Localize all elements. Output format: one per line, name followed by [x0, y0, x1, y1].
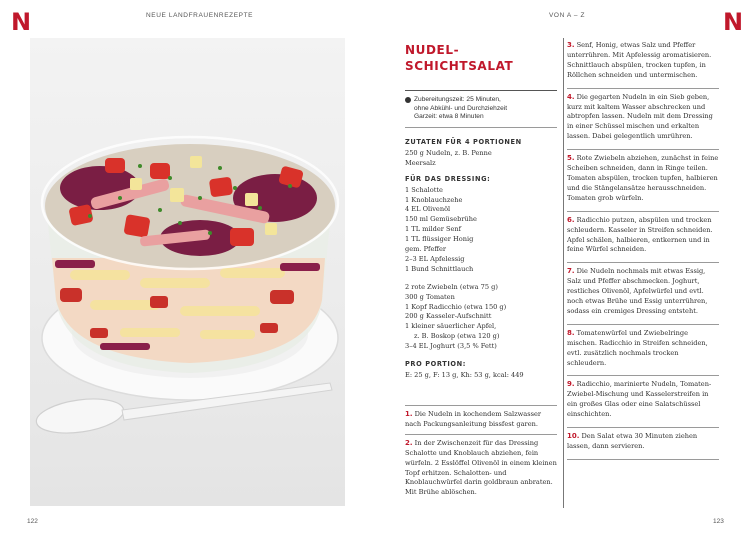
step-text: Radicchio putzen, abspülen und trocken schleudern. Kasseler in Streifen schneiden. Apfel schälen, halbieren, entkernen und in feine Würfel schneiden. — [567, 215, 713, 254]
step-text: Die gegarten Nudeln in ein Sieb geben, kurz mit kaltem Wasser abschrecken und abtropfen lassen. Nudeln mit dem Dressing in einer Schüssel mischen und erkalten lassen. Dabei gelegentlich umrühren. — [567, 92, 713, 141]
ingredient-item: 1 Schalotte — [405, 185, 443, 194]
step-rule — [567, 149, 719, 150]
time-info-line: Garzeit: etwa 8 Minuten — [414, 113, 484, 121]
time-info-line: Zubereitungszeit: 25 Minuten, — [414, 96, 501, 103]
steps-left — [405, 405, 557, 498]
step-rule — [405, 405, 557, 406]
step-text: Die Nudeln in kochendem Salzwasser nach Packungsanleitung bissfest garen. — [405, 410, 542, 428]
salad-illustration — [30, 38, 345, 506]
step-10 — [567, 432, 719, 456]
page-number-left: 122 — [27, 518, 38, 525]
portion-values: E: 25 g, F: 13 g, Kh: 53 g, kcal: 449 — [405, 371, 524, 380]
step-text: Rote Zwiebeln abziehen, zunächst in feine Scheiben schneiden, dann in Ringe teilen. Tomaten abspülen, trocken tupfen, halbieren und die Stängelansätze herausschneiden. Tomaten grob würfeln. — [567, 154, 719, 202]
ingredients-main — [405, 149, 557, 169]
ingredient-item: 3–4 EL Joghurt (3,5 % Fett) — [405, 342, 497, 351]
ingredient-item: 300 g Tomaten — [405, 292, 455, 301]
recipe-title: NUDEL-SCHICHTSALAT — [405, 43, 514, 73]
step-rule — [567, 459, 719, 460]
ingredient-item: 1 TL milder Senf — [405, 225, 462, 234]
ingredient-item: 1 Bund Schnittlauch — [405, 264, 474, 273]
column-divider — [563, 38, 564, 508]
ingredient-item: 200 g Kasseler-Aufschnitt — [405, 312, 492, 321]
step-number: 2. — [405, 438, 413, 447]
ingredient-item: 250 g Nudeln, z. B. Penne — [405, 148, 492, 157]
ingredient-item: Meersalz — [405, 158, 436, 167]
step-number: 6. — [567, 215, 575, 224]
step-text: Radicchio, marinierte Nudeln, Tomaten-Zwiebel-Mischung und Kasselerstreifen in ein großes Glas oder eine Salatschüssel einschichten. — [567, 380, 712, 419]
step-6 — [567, 216, 719, 260]
step-rule — [567, 375, 719, 376]
dressing-heading: FÜR DAS DRESSING: — [405, 174, 491, 183]
step-rule — [567, 88, 719, 89]
step-rule — [567, 211, 719, 212]
step-text: Senf, Honig, etwas Salz und Pfeffer unterrühren. Mit Apfelessig aromatisieren. Schnittlauch abspülen, trocken tupfen, in Röllchen schneiden und untermischen. — [567, 41, 712, 79]
steps-right — [567, 41, 719, 464]
book-logo-right: N — [723, 8, 744, 36]
time-info — [405, 91, 557, 127]
step-4 — [567, 93, 719, 147]
step-text: In der Zwischenzeit für das Dressing Schalotte und Knoblauch abziehen, fein würfeln. 2 Esslöffel Olivenöl in einem kleinen Topf erhitzen. Schalotten- und Knoblauchwürfel darin goldbraun anbraten. Mit Brühe ablöschen. — [405, 438, 557, 497]
step-7 — [567, 267, 719, 321]
step-text: Tomatenwürfel und Zwiebelringe mischen. Radicchio in Streifen schneiden, evtl. zusätzlich nochmals trocken schleudern. — [567, 328, 708, 367]
recipe-column — [405, 42, 557, 381]
step-rule — [567, 427, 719, 428]
portion-heading: PRO PORTION: — [405, 360, 466, 369]
step-8 — [567, 329, 719, 373]
step-rule — [405, 434, 557, 435]
page-number-right: 123 — [713, 518, 724, 525]
ingredient-item: 1 Knoblauchzehe — [405, 195, 463, 204]
ingredients-heading: ZUTATEN FÜR 4 PORTIONEN — [405, 137, 522, 146]
ingredient-item: 1 kleiner säuerlicher Apfel, — [405, 322, 497, 331]
ingredient-item: z. B. Boskop (etwa 120 g) — [414, 332, 500, 341]
spacer — [405, 275, 557, 283]
step-number: 3. — [567, 41, 575, 49]
ingredient-item: 150 ml Gemüsebrühe — [405, 215, 477, 224]
dressing-list — [405, 186, 557, 275]
running-head-right: VON A – Z — [549, 12, 586, 19]
step-rule — [567, 262, 719, 263]
step-number: 9. — [567, 380, 575, 389]
ingredient-item: 2 rote Zwiebeln (etwa 75 g) — [405, 282, 498, 291]
time-info-line: ohne Abkühl- und Durchziehzeit — [414, 104, 508, 112]
step-number: 8. — [567, 328, 575, 337]
step-3 — [567, 41, 719, 85]
clock-icon — [405, 97, 411, 103]
step-rule — [567, 324, 719, 325]
step-2 — [405, 439, 557, 498]
step-number: 10. — [567, 432, 580, 441]
ingredient-item: 1 Kopf Radicchio (etwa 150 g) — [405, 302, 507, 311]
step-number: 4. — [567, 92, 575, 101]
step-number: 7. — [567, 267, 575, 276]
book-logo-left: N — [11, 8, 32, 36]
step-number: 5. — [567, 154, 575, 163]
step-9 — [567, 380, 719, 424]
step-number: 1. — [405, 410, 413, 418]
info-rule — [405, 127, 557, 128]
step-text: Den Salat etwa 30 Minuten ziehen lassen, dann servieren. — [567, 432, 698, 450]
running-head-left: NEUE LANDFRAUENREZEPTE — [146, 12, 254, 19]
ingredient-item: 2–3 EL Apfelessig — [405, 254, 465, 263]
salad-photo — [30, 38, 345, 506]
step-text: Die Nudeln nochmals mit etwas Essig, Salz und Pfeffer abschmecken. Joghurt, restliches Olivenöl, Apfelwürfel und evtl. noch etwas Brühe und Essig unterrühren, sodass ein cremiges Dressing entsteht. — [567, 267, 708, 315]
step-1 — [405, 410, 557, 430]
step-5 — [567, 154, 719, 208]
ingredient-item: 4 EL Olivenöl — [405, 205, 451, 214]
ingredient-item: 1 TL flüssiger Honig — [405, 235, 474, 244]
salad-list — [405, 283, 557, 352]
ingredient-item: gem. Pfeffer — [405, 245, 447, 254]
